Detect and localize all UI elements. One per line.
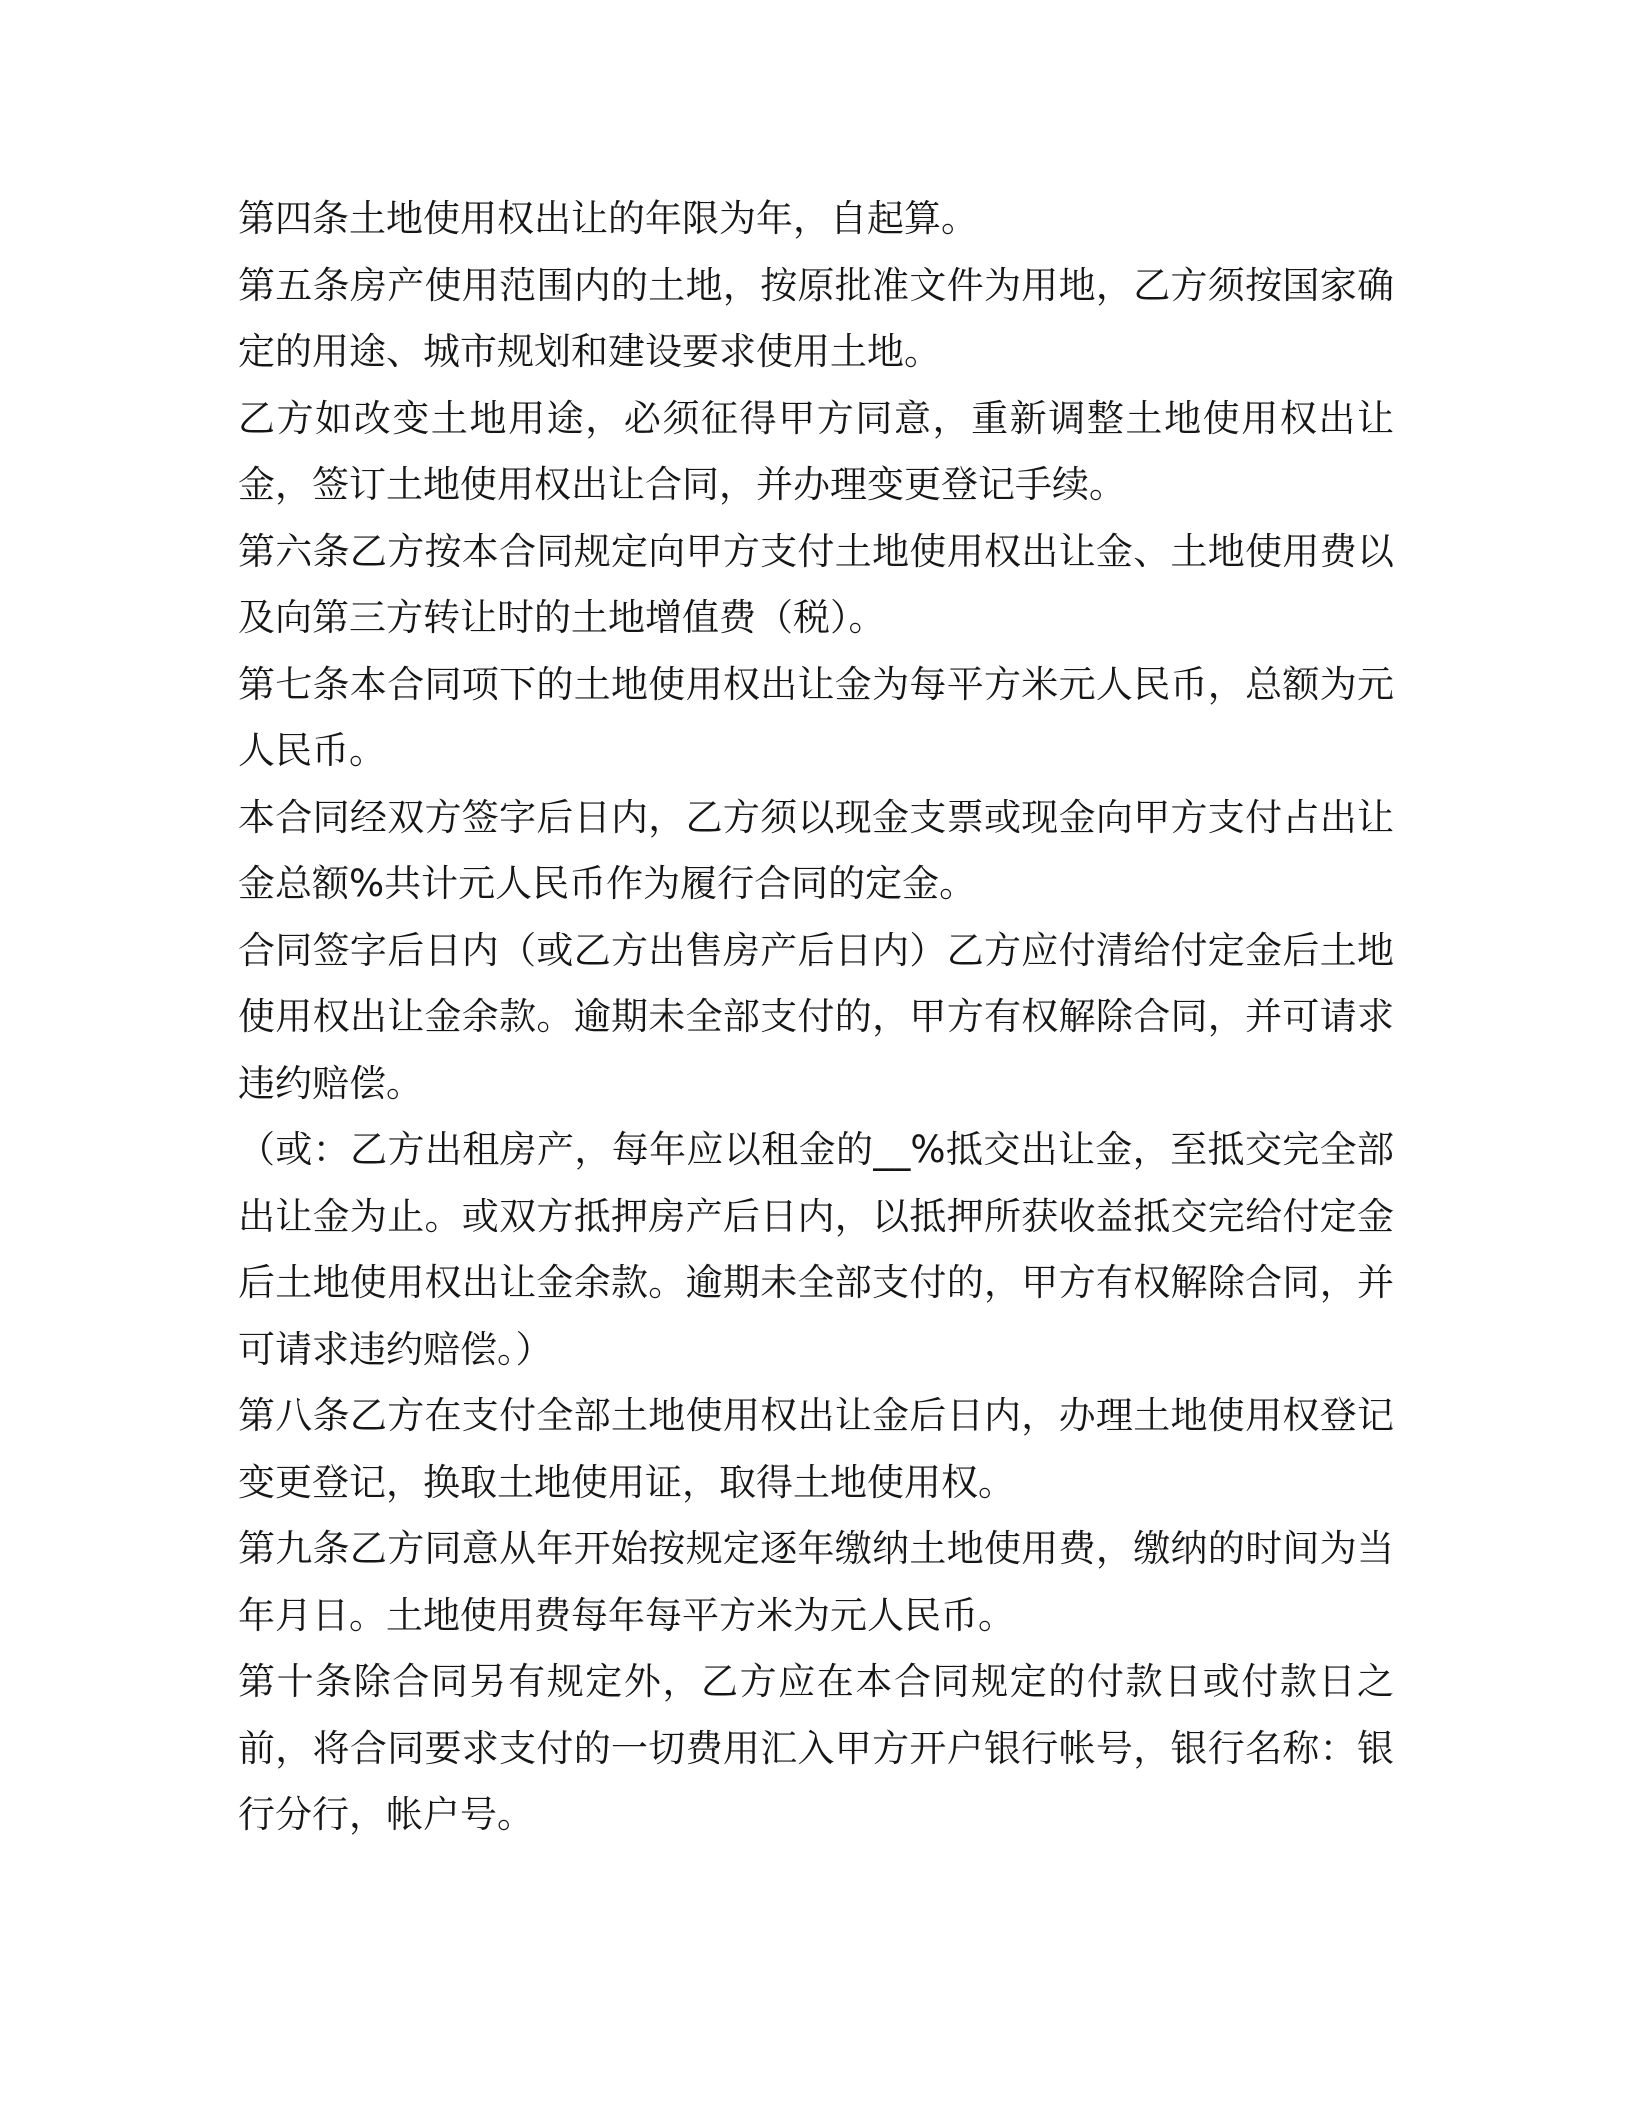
paragraph-article-9: 第九条乙方同意从年开始按规定逐年缴纳土地使用费，缴纳的时间为当年月日。土地使用费每年每平方米为元人民币。 [238,1527,1394,1637]
paragraph-alternative-payment: （或：乙方出租房产，每年应以租金的__%抵交出让金，至抵交完全部出让金为止。或双方抵押房产后日内，以抵押所获收益抵交完给付定金后土地使用权出让金余款。逾期未全部支付的，甲方有权解除合同，并可请求违约赔偿。） [238,1128,1394,1371]
paragraph-article-6: 第六条乙方按本合同规定向甲方支付土地使用权出让金、土地使用费以及向第三方转让时的土地增值费（税）。 [238,529,1394,639]
paragraph-article-8: 第八条乙方在支付全部土地使用权出让金后日内，办理土地使用权登记变更登记，换取土地使用证，取得土地使用权。 [238,1394,1394,1504]
paragraph-article-10: 第十条除合同另有规定外，乙方应在本合同规定的付款日或付款日之前，将合同要求支付的一切费用汇入甲方开户银行帐号，银行名称：银行分行，帐户号。 [238,1660,1394,1836]
paragraph-land-use-change: 乙方如改变土地用途，必须征得甲方同意，重新调整土地使用权出让金，签订土地使用权出让合同，并办理变更登记手续。 [238,396,1394,506]
paragraph-article-5: 第五条房产使用范围内的土地，按原批准文件为用地，乙方须按国家确定的用途、城市规划和建设要求使用土地。 [238,263,1394,373]
paragraph-article-7: 第七条本合同项下的土地使用权出让金为每平方米元人民币，总额为元人民币。 [238,662,1394,772]
document-body [238,186,1394,1849]
paragraph-article-4: 第四条土地使用权出让的年限为年，自起算。 [238,197,978,240]
paragraph-deposit: 本合同经双方签字后日内，乙方须以现金支票或现金向甲方支付占出让金总额%共计元人民币作为履行合同的定金。 [238,795,1394,905]
paragraph-balance-payment: 合同签字后日内（或乙方出售房产后日内）乙方应付清给付定金后土地使用权出让金余款。逾期未全部支付的，甲方有权解除合同，并可请求违约赔偿。 [238,928,1394,1105]
